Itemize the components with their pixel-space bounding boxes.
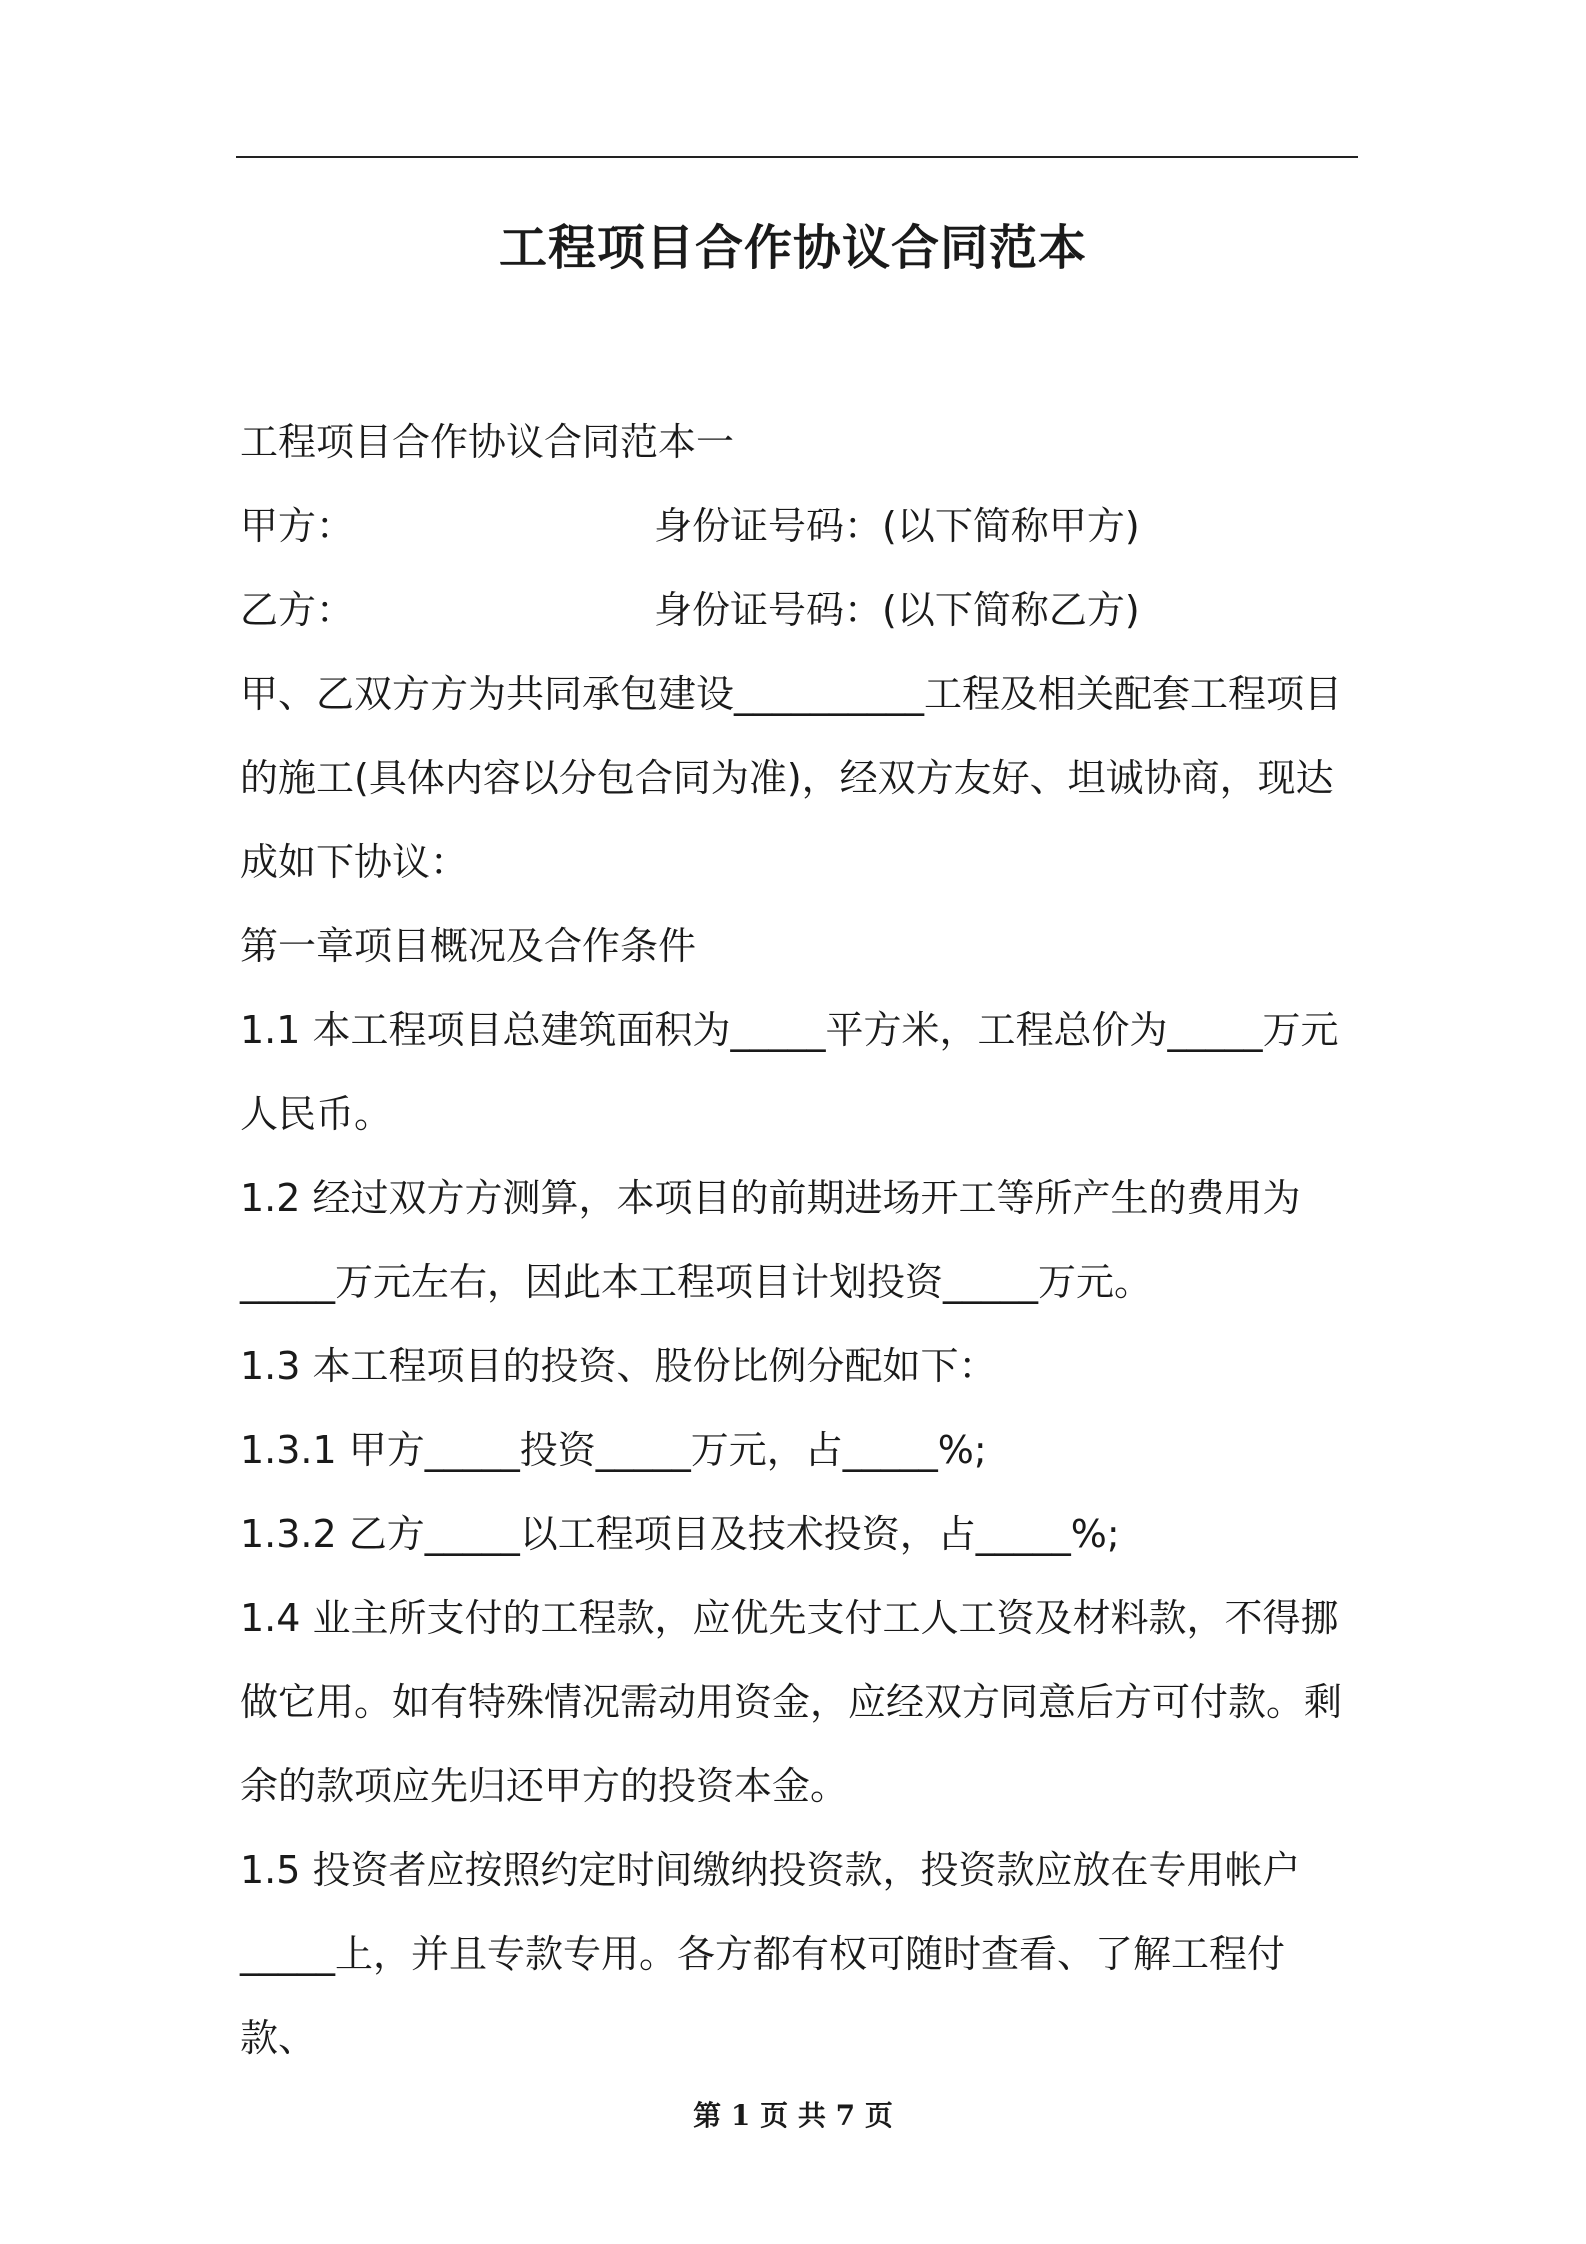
party-a-id-text: 身份证号码：(以下简称甲方) — [654, 504, 1140, 548]
section-heading: 工程项目合作协议合同范本一 — [240, 420, 735, 464]
party-b-row — [240, 568, 1360, 652]
header-rule — [236, 156, 1358, 158]
chapter-heading: 第一章项目概况及合作条件 — [240, 924, 697, 968]
party-a-label: 甲方： — [240, 504, 355, 548]
page-number-footer: 第 1 页 共 7 页 — [693, 2099, 893, 2132]
clause-1-5: 1.5 投资者应按照约定时间缴纳投资款，投资款应放在专用帐户_____上，并且专款专用。各方都有权可随时查看、了解工程付款、 — [240, 1848, 1301, 2060]
party-b-label: 乙方： — [240, 588, 355, 632]
document-body — [240, 400, 1360, 2080]
party-b-id-text: 身份证号码：(以下简称乙方) — [654, 588, 1140, 632]
party-a-row — [240, 484, 1360, 568]
clause-1-1: 1.1 本工程项目总建筑面积为_____平方米，工程总价为_____万元人民币。 — [240, 1008, 1339, 1136]
clause-1-2: 1.2 经过双方方测算，本项目的前期进场开工等所产生的费用为_____万元左右，因此本工程项目计划投资_____万元。 — [240, 1176, 1301, 1304]
clause-1-3: 1.3 本工程项目的投资、股份比例分配如下： — [240, 1344, 997, 1388]
document-title: 工程项目合作协议合同范本 — [498, 220, 1087, 276]
clause-1-3-1: 1.3.1 甲方_____投资_____万元，占_____%; — [240, 1428, 987, 1472]
clause-1-4: 1.4 业主所支付的工程款，应优先支付工人工资及材料款，不得挪做它用。如有特殊情况需动用资金，应经双方同意后方可付款。剩余的款项应先归还甲方的投资本金。 — [240, 1596, 1343, 1808]
intro-paragraph: 甲、乙双方方为共同承包建设__________工程及相关配套工程项目的施工(具体内容以分包合同为准)，经双方友好、坦诚协商，现达成如下协议： — [240, 672, 1343, 884]
clause-1-3-2: 1.3.2 乙方_____以工程项目及技术投资，占_____%; — [240, 1512, 1120, 1556]
